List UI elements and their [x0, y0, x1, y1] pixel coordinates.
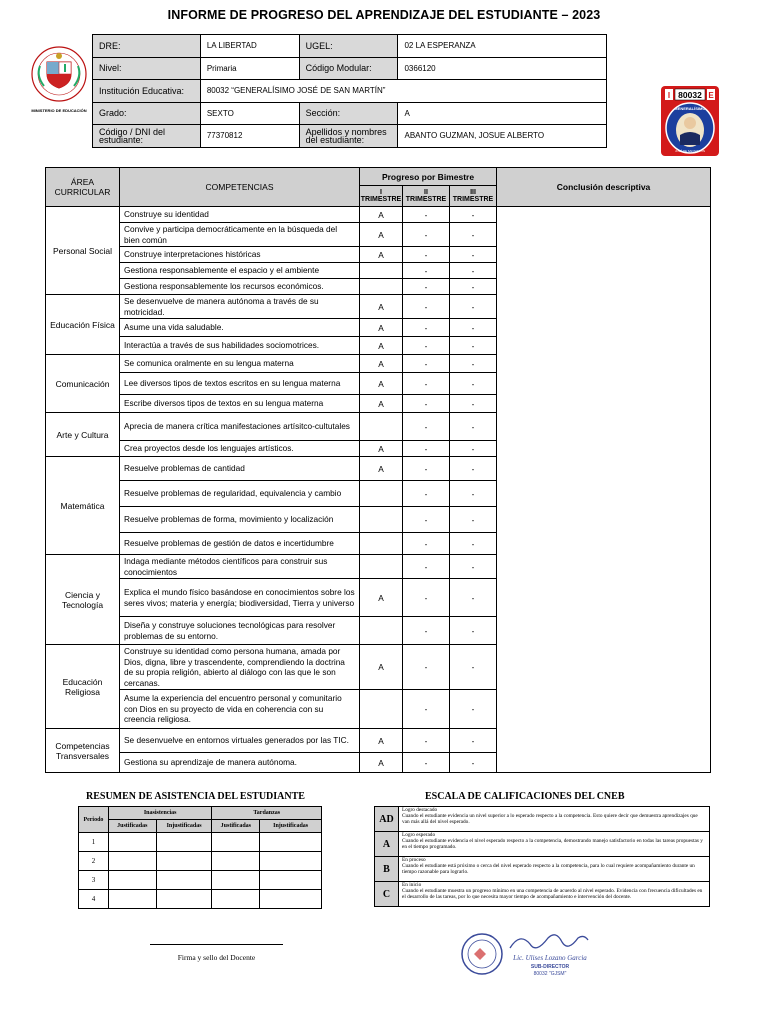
- attendance-cell: [260, 871, 322, 890]
- attendance-cell: [212, 890, 260, 909]
- competency-name: Construye su identidad: [120, 207, 360, 223]
- grade-trimestre-1: A: [360, 373, 403, 395]
- page-title: INFORME DE PROGRESO DEL APRENDIZAJE DEL ESTUDIANTE – 2023: [167, 8, 601, 22]
- scale-level-text: Cuando el estudiante evidencia un nivel superior a lo esperado respecto a la competencia. Esto quiere decir que demuestra aprendizajes que van más allá del nivel esperado.: [402, 813, 698, 825]
- grade-trimestre-3: -: [450, 579, 497, 617]
- grade-trimestre-1: [360, 263, 403, 279]
- scale-level-name: Logro esperado: [402, 832, 436, 838]
- header-competencias: COMPETENCIAS: [120, 168, 360, 207]
- grade-trimestre-1: [360, 413, 403, 441]
- grade-trimestre-3: -: [450, 247, 497, 263]
- header-area: ÁREA CURRICULAR: [46, 168, 120, 207]
- institucion-label: Institución Educativa:: [93, 80, 201, 103]
- competency-name: Construye interpretaciones históricas: [120, 247, 360, 263]
- attendance-period: 3: [79, 871, 109, 890]
- ministry-caption: MINISTERIO DE EDUCACIÓN: [31, 108, 87, 113]
- scale-row: [375, 832, 710, 857]
- attendance-cell: [108, 852, 156, 871]
- attendance-row: [79, 890, 322, 909]
- att-tardanzas-header: Tardanzas: [212, 807, 322, 820]
- grade-trimestre-3: -: [450, 617, 497, 645]
- competency-name: Indaga mediante métodos científicos para construir sus conocimientos: [120, 555, 360, 579]
- area-name: Ciencia y Tecnología: [46, 555, 120, 645]
- grade-trimestre-3: -: [450, 295, 497, 319]
- school-emblem-logo: [660, 85, 720, 157]
- institucion-value: 80032 “GENERALÍSIMO JOSÉ DE SAN MARTÍN”: [200, 80, 606, 103]
- teacher-stamp: [460, 928, 610, 984]
- grade-trimestre-3: -: [450, 223, 497, 247]
- nombre-label: Apellidos y nombres del estudiante:: [299, 125, 398, 148]
- scale-level-text: Cuando el estudiante muestra un progreso mínimo en una competencia de acuerdo al nivel esperado. Evidencia con frecuencia dificultades en el desarrollo de las tareas, por lo que necesita mayor tiempo de acompañamiento e intervención del docente.: [402, 888, 703, 900]
- competency-name: Gestiona responsablemente el espacio y el ambiente: [120, 263, 360, 279]
- competency-name: Construye su identidad como persona humana, amada por Dios, digna, libre y trascendente, comprendiendo la doctrina de su propia religión, abierto al diálogo con las que le son cercanas.: [120, 645, 360, 690]
- grade-trimestre-2: -: [403, 373, 450, 395]
- scale-row: [375, 857, 710, 882]
- grade-trimestre-1: A: [360, 729, 403, 753]
- emblem-letter-e: E: [708, 91, 714, 100]
- grade-trimestre-2: -: [403, 223, 450, 247]
- area-name: Competencias Transversales: [46, 729, 120, 773]
- emblem-arc-text: GENERALÍSIMO: [674, 106, 706, 111]
- scale-row: [375, 882, 710, 907]
- grade-trimestre-2: -: [403, 247, 450, 263]
- scale-description: [399, 882, 710, 907]
- grade-trimestre-2: -: [403, 645, 450, 690]
- grade-trimestre-3: -: [450, 337, 497, 355]
- header-trimestre-1: I TRIMESTRE: [360, 186, 403, 207]
- grade-trimestre-3: -: [450, 263, 497, 279]
- grade-trimestre-1: A: [360, 753, 403, 773]
- competency-name: Aprecia de manera crítica manifestaciones artísitco-cultutales: [120, 413, 360, 441]
- nivel-value: Primaria: [200, 57, 299, 80]
- grade-trimestre-1: [360, 481, 403, 507]
- seccion-label: Sección:: [299, 102, 398, 125]
- grade-trimestre-1: A: [360, 207, 403, 223]
- attendance-period: 4: [79, 890, 109, 909]
- scale-code: A: [375, 832, 399, 857]
- emblem-number: 80032: [678, 90, 702, 100]
- grade-trimestre-2: -: [403, 753, 450, 773]
- grade-trimestre-1: A: [360, 319, 403, 337]
- dni-label: Código / DNI del estudiante:: [93, 125, 201, 148]
- attendance-cell: [260, 852, 322, 871]
- competency-name: Escribe diversos tipos de textos en su lengua materna: [120, 395, 360, 413]
- attendance-row: [79, 871, 322, 890]
- att-injust-1: Injustificadas: [156, 820, 212, 833]
- attendance-cell: [260, 833, 322, 852]
- attendance-cell: [156, 890, 212, 909]
- grade-trimestre-3: -: [450, 355, 497, 373]
- grade-trimestre-1: A: [360, 579, 403, 617]
- grade-trimestre-2: -: [403, 319, 450, 337]
- grade-trimestre-2: -: [403, 690, 450, 729]
- attendance-title: RESUMEN DE ASISTENCIA DEL ESTUDIANTE: [86, 791, 305, 802]
- grade-trimestre-2: -: [403, 337, 450, 355]
- attendance-cell: [212, 852, 260, 871]
- signature-line: [150, 944, 283, 945]
- peru-coat-of-arms-logo: [30, 42, 88, 118]
- competency-name: Gestiona su aprendizaje de manera autónoma.: [120, 753, 360, 773]
- area-name: Comunicación: [46, 355, 120, 413]
- conclusion-cell: [497, 207, 711, 773]
- grade-trimestre-2: -: [403, 441, 450, 457]
- nombre-value: ABANTO GUZMAN, JOSUE ALBERTO: [398, 125, 607, 148]
- area-name: Matemática: [46, 457, 120, 555]
- attendance-cell: [108, 890, 156, 909]
- competency-name: Se desenvuelve de manera autónoma a través de su motricidad.: [120, 295, 360, 319]
- grade-trimestre-1: A: [360, 247, 403, 263]
- competency-name: Convive y participa democráticamente en la búsqueda del bien común: [120, 223, 360, 247]
- competency-name: Resuelve problemas de regularidad, equivalencia y cambio: [120, 481, 360, 507]
- grade-trimestre-1: [360, 617, 403, 645]
- competency-name: Se comunica oralmente en su lengua materna: [120, 355, 360, 373]
- codigo-modular-value: 0366120: [398, 57, 607, 80]
- seccion-value: A: [398, 102, 607, 125]
- scale-code: B: [375, 857, 399, 882]
- competency-name: Explica el mundo físico basándose en conocimientos sobre los seres vivos; materia y energía; biodiversidad, Tierra y universo: [120, 579, 360, 617]
- scale-code: AD: [375, 807, 399, 832]
- grade-trimestre-2: -: [403, 481, 450, 507]
- competency-name: Diseña y construye soluciones tecnológicas para resolver problemas de su entorno.: [120, 617, 360, 645]
- attendance-cell: [212, 871, 260, 890]
- stamp-name: Lic. Ulises Lozano Garcia: [513, 954, 587, 962]
- dni-value: 77370812: [200, 125, 299, 148]
- grade-trimestre-3: -: [450, 457, 497, 481]
- grade-trimestre-2: -: [403, 207, 450, 223]
- emblem-letter-i: I: [667, 91, 671, 100]
- competency-name: Asume una vida saludable.: [120, 319, 360, 337]
- grado-label: Grado:: [93, 102, 201, 125]
- nivel-label: Nivel:: [93, 57, 201, 80]
- grading-scale-table: [374, 806, 710, 907]
- header-trimestre-3: III TRIMESTRE: [450, 186, 497, 207]
- scale-level-text: Cuando el estudiante evidencia el nivel esperado respecto a la competencia, demostrando manejo satisfactorio en todas las tareas propuestas y en el tiempo programado.: [402, 838, 703, 850]
- grade-trimestre-2: -: [403, 457, 450, 481]
- scale-level-name: En inicio: [402, 882, 422, 888]
- scale-level-name: En proceso: [402, 857, 426, 863]
- scale-description: [399, 832, 710, 857]
- ugel-value: 02 LA ESPERANZA: [398, 35, 607, 58]
- grade-trimestre-2: -: [403, 579, 450, 617]
- header-progreso: Progreso por Bimestre: [360, 168, 497, 186]
- stamp-role: SUB-DIRECTOR: [530, 964, 570, 970]
- grade-trimestre-3: -: [450, 395, 497, 413]
- grade-trimestre-2: -: [403, 507, 450, 533]
- grade-trimestre-2: -: [403, 279, 450, 295]
- grades-table: [45, 167, 711, 773]
- emblem-inner-text: JOSÉ DE SAN MARTÍN: [675, 149, 705, 153]
- competency-name: Lee diversos tipos de textos escritos en su lengua materna: [120, 373, 360, 395]
- grade-trimestre-3: -: [450, 753, 497, 773]
- grade-trimestre-3: -: [450, 507, 497, 533]
- att-just-2: Justificadas: [212, 820, 260, 833]
- grade-trimestre-2: -: [403, 413, 450, 441]
- attendance-cell: [156, 852, 212, 871]
- att-periodo-header: Periodo: [79, 807, 109, 833]
- grade-trimestre-3: -: [450, 207, 497, 223]
- att-just-1: Justificadas: [108, 820, 156, 833]
- competency-name: Se desenvuelve en entornos virtuales generados por las TIC.: [120, 729, 360, 753]
- grade-trimestre-2: -: [403, 617, 450, 645]
- grade-trimestre-1: A: [360, 295, 403, 319]
- attendance-cell: [156, 871, 212, 890]
- attendance-table: [78, 806, 322, 909]
- competency-name: Asume la experiencia del encuentro personal y comunitario con Dios en su proyecto de vida en coherencia con su creencia religiosa.: [120, 690, 360, 729]
- grade-trimestre-2: -: [403, 295, 450, 319]
- scale-code: C: [375, 882, 399, 907]
- stamp-code: 80032 "GJSM": [533, 971, 567, 977]
- grade-trimestre-3: -: [450, 555, 497, 579]
- area-name: Educación Religiosa: [46, 645, 120, 729]
- area-name: Personal Social: [46, 207, 120, 295]
- grade-trimestre-1: [360, 279, 403, 295]
- grade-trimestre-3: -: [450, 441, 497, 457]
- grade-trimestre-1: A: [360, 457, 403, 481]
- competency-name: Resuelve problemas de forma, movimiento y localización: [120, 507, 360, 533]
- attendance-cell: [212, 833, 260, 852]
- grade-trimestre-2: -: [403, 555, 450, 579]
- grade-trimestre-3: -: [450, 729, 497, 753]
- competency-name: Interactúa a través de sus habilidades sociomotrices.: [120, 337, 360, 355]
- area-name: Educación Física: [46, 295, 120, 355]
- grado-value: SEXTO: [200, 102, 299, 125]
- dre-value: LA LIBERTAD: [200, 35, 299, 58]
- grade-trimestre-3: -: [450, 690, 497, 729]
- grade-trimestre-2: -: [403, 263, 450, 279]
- header-trimestre-2: II TRIMESTRE: [403, 186, 450, 207]
- area-name: Arte y Cultura: [46, 413, 120, 457]
- grade-trimestre-2: -: [403, 533, 450, 555]
- attendance-period: 1: [79, 833, 109, 852]
- grade-trimestre-3: -: [450, 533, 497, 555]
- grade-trimestre-1: A: [360, 337, 403, 355]
- grade-trimestre-1: A: [360, 645, 403, 690]
- att-injust-2: Injustificadas: [260, 820, 322, 833]
- att-inasistencias-header: Inasistencias: [108, 807, 212, 820]
- grade-trimestre-3: -: [450, 481, 497, 507]
- competency-name: Crea proyectos desde los lenguajes artísticos.: [120, 441, 360, 457]
- grade-trimestre-1: [360, 533, 403, 555]
- competency-name: Resuelve problemas de cantidad: [120, 457, 360, 481]
- scale-description: [399, 807, 710, 832]
- grade-trimestre-3: -: [450, 413, 497, 441]
- scale-row: [375, 807, 710, 832]
- grade-trimestre-1: A: [360, 441, 403, 457]
- scale-level-name: Logro destacado: [402, 807, 438, 813]
- attendance-period: 2: [79, 852, 109, 871]
- attendance-cell: [108, 833, 156, 852]
- grade-trimestre-3: -: [450, 279, 497, 295]
- attendance-row: [79, 833, 322, 852]
- scale-level-text: Cuando el estudiante está próximo o cerca del nivel esperado respecto a la competencia, para lo cual requiere acompañamiento durante un tiempo razonable para lograrlo.: [402, 863, 695, 875]
- scale-description: [399, 857, 710, 882]
- attendance-cell: [156, 833, 212, 852]
- scale-title: ESCALA DE CALIFICACIONES DEL CNEB: [425, 791, 625, 802]
- grade-trimestre-1: A: [360, 395, 403, 413]
- attendance-row: [79, 852, 322, 871]
- grade-trimestre-1: [360, 555, 403, 579]
- grade-trimestre-3: -: [450, 319, 497, 337]
- signature-label: Firma y sello del Docente: [177, 953, 256, 962]
- grade-trimestre-1: A: [360, 223, 403, 247]
- competency-name: Resuelve problemas de gestión de datos e incertidumbre: [120, 533, 360, 555]
- dre-label: DRE:: [93, 35, 201, 58]
- attendance-cell: [260, 890, 322, 909]
- ugel-label: UGEL:: [299, 35, 398, 58]
- grade-trimestre-1: A: [360, 355, 403, 373]
- grade-trimestre-1: [360, 507, 403, 533]
- competency-name: Gestiona responsablemente los recursos económicos.: [120, 279, 360, 295]
- grade-trimestre-3: -: [450, 645, 497, 690]
- table-row: [46, 207, 711, 223]
- grade-trimestre-1: [360, 690, 403, 729]
- grade-trimestre-3: -: [450, 373, 497, 395]
- student-info-table: [92, 34, 607, 148]
- grade-trimestre-2: -: [403, 729, 450, 753]
- grade-trimestre-2: -: [403, 355, 450, 373]
- grade-trimestre-2: -: [403, 395, 450, 413]
- codigo-modular-label: Código Modular:: [299, 57, 398, 80]
- attendance-cell: [108, 871, 156, 890]
- header-conclusion: Conclusión descriptiva: [497, 168, 711, 207]
